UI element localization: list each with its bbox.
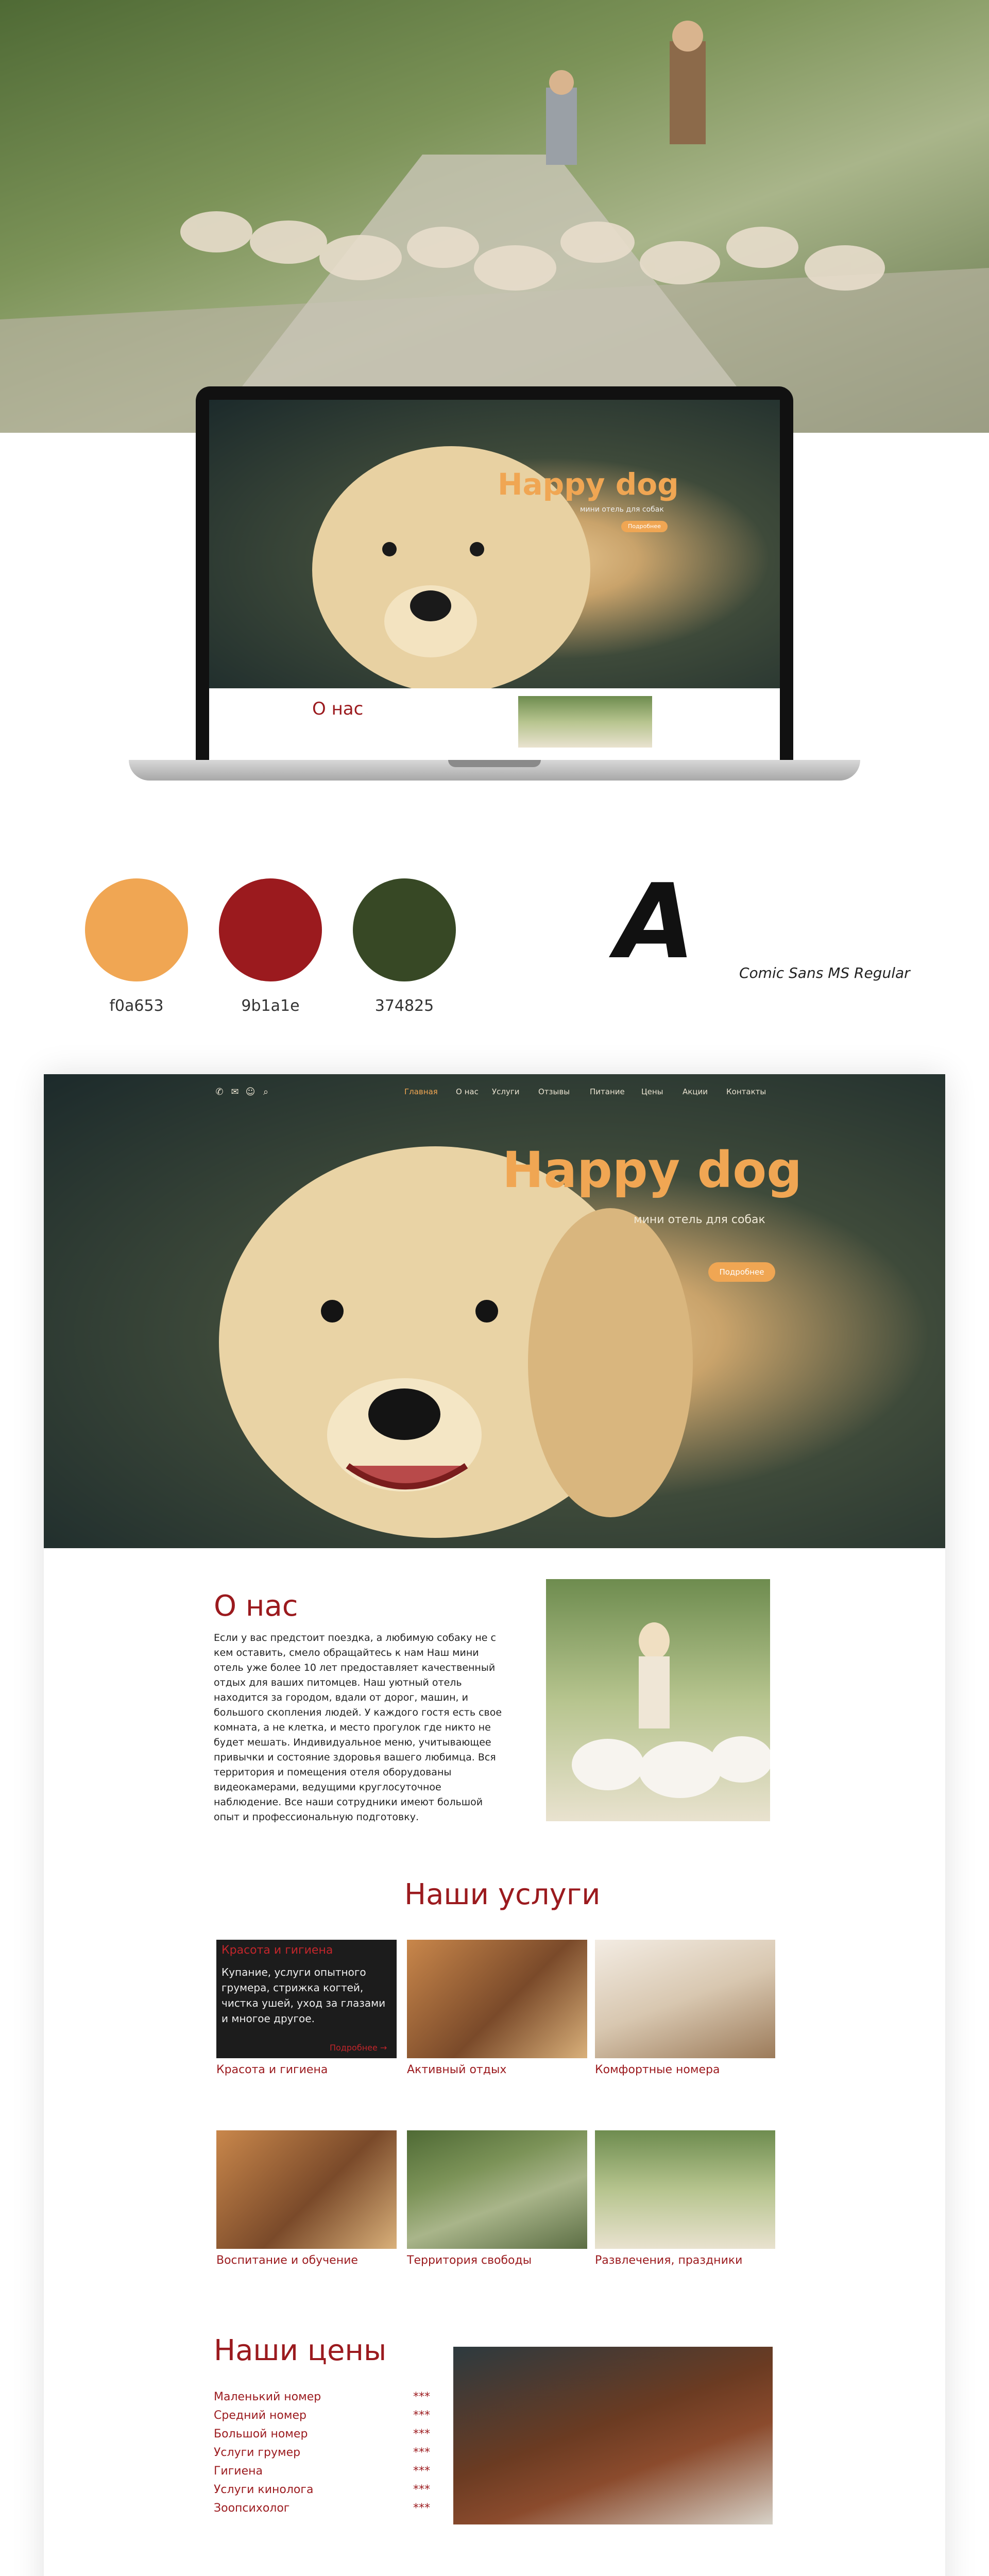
laptop-mockup: [129, 386, 860, 809]
services-title: Наши услуги: [404, 1878, 601, 1911]
price-name: Средний номер: [214, 2409, 306, 2422]
price-name: Гигиена: [214, 2465, 263, 2478]
service-caption-training[interactable]: Воспитание и обучение: [216, 2254, 358, 2267]
price-value: ***: [413, 2502, 430, 2515]
font-sample-glyph: A: [616, 862, 695, 982]
nav-item-reviews[interactable]: Отзывы: [538, 1087, 570, 1096]
preview-about-title: О нас: [312, 699, 364, 719]
price-name: Услуги кинолога: [214, 2483, 314, 2496]
palette-swatch-orange: [85, 878, 188, 981]
palette-label-green: 374825: [374, 997, 434, 1015]
site-hero-photo: [44, 1074, 945, 1548]
site-nav-bar: [44, 1087, 945, 1108]
preview-about-photo: [518, 696, 652, 748]
palette-label-red: 9b1a1e: [241, 997, 300, 1015]
service-photo-territory[interactable]: [407, 2130, 587, 2249]
nav-item-services[interactable]: Услуги: [492, 1087, 520, 1096]
service-photo-rooms[interactable]: [595, 1940, 775, 2058]
font-sample-label: Comic Sans MS Regular: [739, 964, 910, 981]
service-photo-training[interactable]: [216, 2130, 397, 2249]
price-row: [214, 2483, 430, 2502]
nav-item-food[interactable]: Питание: [590, 1087, 625, 1096]
prices-title: Наши цены: [214, 2334, 387, 2367]
price-row: [214, 2428, 430, 2446]
about-title: О нас: [214, 1589, 298, 1623]
service-card-highlight[interactable]: [216, 1940, 397, 2058]
service-caption-active[interactable]: Активный отдых: [407, 2063, 507, 2076]
preview-hero-button[interactable]: Подробнее: [621, 521, 668, 532]
prices-photo: [453, 2347, 773, 2524]
price-value: ***: [413, 2446, 430, 2459]
price-row: [214, 2391, 430, 2409]
laptop-site-preview: [209, 400, 780, 762]
search-icon[interactable]: ⌕: [263, 1087, 269, 1097]
palette-swatch-green: [353, 878, 456, 981]
price-row: [214, 2409, 430, 2428]
service-highlight-text: Купание, услуги опытного грумера, стрижка когтей, чистка ушей, уход за глазами и многое другое.: [221, 1966, 386, 2025]
price-value: ***: [413, 2428, 430, 2441]
palette-swatch-red: [219, 878, 322, 981]
phone-icon[interactable]: ✆: [215, 1087, 224, 1097]
website-mockup: [44, 1074, 945, 2576]
price-value: ***: [413, 2483, 430, 2496]
preview-dog-illustration: [209, 400, 780, 688]
dogs-walk-illustration: [0, 0, 989, 433]
service-caption-territory[interactable]: Территория свободы: [407, 2254, 532, 2267]
hero-more-button[interactable]: Подробнее: [708, 1262, 775, 1282]
about-photo-illustration: [546, 1579, 770, 1821]
hero-subtitle: мини отель для собак: [634, 1213, 765, 1226]
site-hero-dog-illustration: [44, 1074, 945, 1548]
service-highlight-more[interactable]: Подробнее →: [330, 2043, 387, 2053]
nav-item-contacts[interactable]: Контакты: [726, 1087, 766, 1096]
service-caption-rooms[interactable]: Комфортные номера: [595, 2063, 720, 2076]
service-caption-fun[interactable]: Развлечения, праздники: [595, 2254, 743, 2267]
price-name: Услуги грумер: [214, 2446, 301, 2459]
hero-background-photo: [0, 0, 989, 433]
user-icon[interactable]: ☺: [245, 1087, 255, 1097]
service-highlight-title: Красота и гигиена: [221, 1944, 333, 1957]
laptop-screen: [196, 386, 793, 762]
nav-item-home[interactable]: Главная: [404, 1087, 438, 1096]
service-photo-fun[interactable]: [595, 2130, 775, 2249]
preview-hero-subtitle: мини отель для собак: [580, 505, 664, 514]
service-photo-active[interactable]: [407, 1940, 587, 2058]
hero-title: Happy dog: [502, 1141, 802, 1199]
price-row: [214, 2446, 430, 2465]
mail-icon[interactable]: ✉: [231, 1087, 239, 1097]
price-list: [214, 2391, 430, 2535]
price-name: Маленький номер: [214, 2391, 321, 2403]
preview-hero-title: Happy dog: [498, 467, 679, 502]
nav-item-about[interactable]: О нас: [456, 1087, 479, 1096]
price-value: ***: [413, 2465, 430, 2478]
price-row: [214, 2465, 430, 2483]
nav-item-prices[interactable]: Цены: [641, 1087, 663, 1096]
price-value: ***: [413, 2409, 430, 2422]
preview-hero-photo: [209, 400, 780, 688]
nav-item-promos[interactable]: Акции: [683, 1087, 708, 1096]
price-name: Зоопсихолог: [214, 2502, 290, 2515]
about-photo: [546, 1579, 770, 1821]
about-text: Если у вас предстоит поездка, а любимую собаку не с кем оставить, смело обращайтесь к нам Наш мини отель уже более 10 лет предоставляет качественный отдых для ваших питомцев. Наш уютный отель находится за городом, вдали от дорог, машин, и большого скопления людей. У каждого гостя есть свое комната, а не клетка, и место прогулок где никто не будет мешать. Индивидуальное меню, учитывающее привычки и состояние здоровья вашего любимца. Вся территория и помещения отеля оборудованы видеокамерами, ведущими круглосуточное наблюдение. Все наши сотрудники имеют большой опыт и профессиональную подготовку.: [214, 1632, 502, 1823]
price-name: Большой номер: [214, 2428, 308, 2441]
laptop-notch: [448, 760, 541, 767]
price-row: [214, 2502, 430, 2520]
service-caption-beauty[interactable]: Красота и гигиена: [216, 2063, 328, 2076]
palette-label-orange: f0a653: [109, 997, 164, 1015]
price-value: ***: [413, 2391, 430, 2403]
